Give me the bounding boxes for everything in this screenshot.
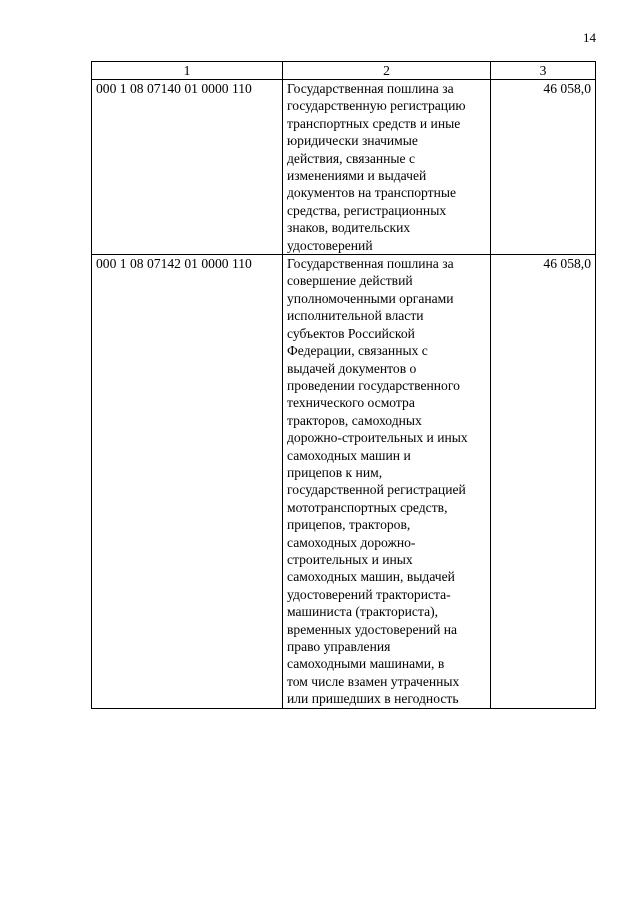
table-header-row [92, 62, 596, 80]
revenue-name-line: самоходных дорожно- [287, 534, 416, 550]
column-header-3: 3 [491, 62, 596, 80]
revenue-name-line: дорожно-строительных и иных [287, 430, 468, 446]
table-body [92, 80, 596, 709]
revenue-name-line: действия, связанные с [287, 150, 416, 166]
revenue-name-line: технического осмотра [287, 395, 415, 411]
revenue-name-line: самоходных машин, выдачей [287, 569, 455, 585]
revenue-name-line: удостоверений [287, 237, 373, 253]
column-header-2: 2 [283, 62, 491, 80]
revenue-name-line: машиниста (тракториста), [287, 604, 439, 620]
revenue-name-cell [283, 80, 491, 255]
revenue-name-line: временных удостоверений на [287, 621, 458, 637]
revenue-name-line: удостоверений тракториста- [287, 586, 451, 602]
budget-classification-code: 000 1 08 07140 01 0000 110 [92, 80, 283, 255]
revenue-name-line: исполнительной власти [287, 308, 424, 324]
revenue-name-line: строительных и иных [287, 551, 413, 567]
revenue-name-line: самоходными машинами, в [287, 656, 445, 672]
revenue-name-cell [283, 255, 491, 709]
revenue-name-line: том числе взамен утраченных [287, 673, 460, 689]
revenue-name-line: проведении государственного [287, 377, 460, 393]
budget-classification-code: 000 1 08 07142 01 0000 110 [92, 255, 283, 709]
revenue-name-line: прицепов, тракторов, [287, 517, 411, 533]
revenue-name-line: уполномоченными органами [287, 290, 454, 306]
budget-table [91, 61, 596, 709]
column-header-1: 1 [92, 62, 283, 80]
revenue-name-line: самоходных машин и [287, 447, 411, 463]
revenue-name-line: средства, регистрационных [287, 202, 447, 218]
revenue-name-line: государственную регистрацию [287, 98, 466, 114]
revenue-name-line: совершение действий [287, 273, 413, 289]
revenue-name-line: мототранспортных средств, [287, 499, 448, 515]
revenue-name-line: государственной регистрацией [287, 482, 466, 498]
revenue-name-line: или пришедших в негодность [287, 691, 459, 707]
revenue-name-line: выдачей документов о [287, 360, 417, 376]
amount-cell: 46 058,0 [491, 255, 596, 709]
revenue-name-line: Государственная пошлина за [287, 81, 454, 96]
page-number: 14 [583, 30, 596, 45]
revenue-name-line: документов на транспортные [287, 185, 457, 201]
table-row [92, 80, 596, 255]
revenue-name-line: знаков, водительских [287, 220, 411, 236]
revenue-name-line: изменениями и выдачей [287, 168, 427, 184]
revenue-name-line: прицепов к ним, [287, 464, 383, 480]
revenue-name-line: право управления [287, 639, 391, 654]
revenue-name-line: Государственная пошлина за [287, 256, 454, 272]
table-row [92, 255, 596, 709]
amount-cell: 46 058,0 [491, 80, 596, 255]
revenue-name-line: Федерации, связанных с [287, 343, 428, 359]
revenue-name-line: юридически значимые [287, 133, 418, 149]
revenue-name-line: транспортных средств и иные [287, 115, 461, 131]
revenue-name-line: субъектов Российской [287, 325, 415, 341]
revenue-name-line: тракторов, самоходных [287, 412, 422, 428]
